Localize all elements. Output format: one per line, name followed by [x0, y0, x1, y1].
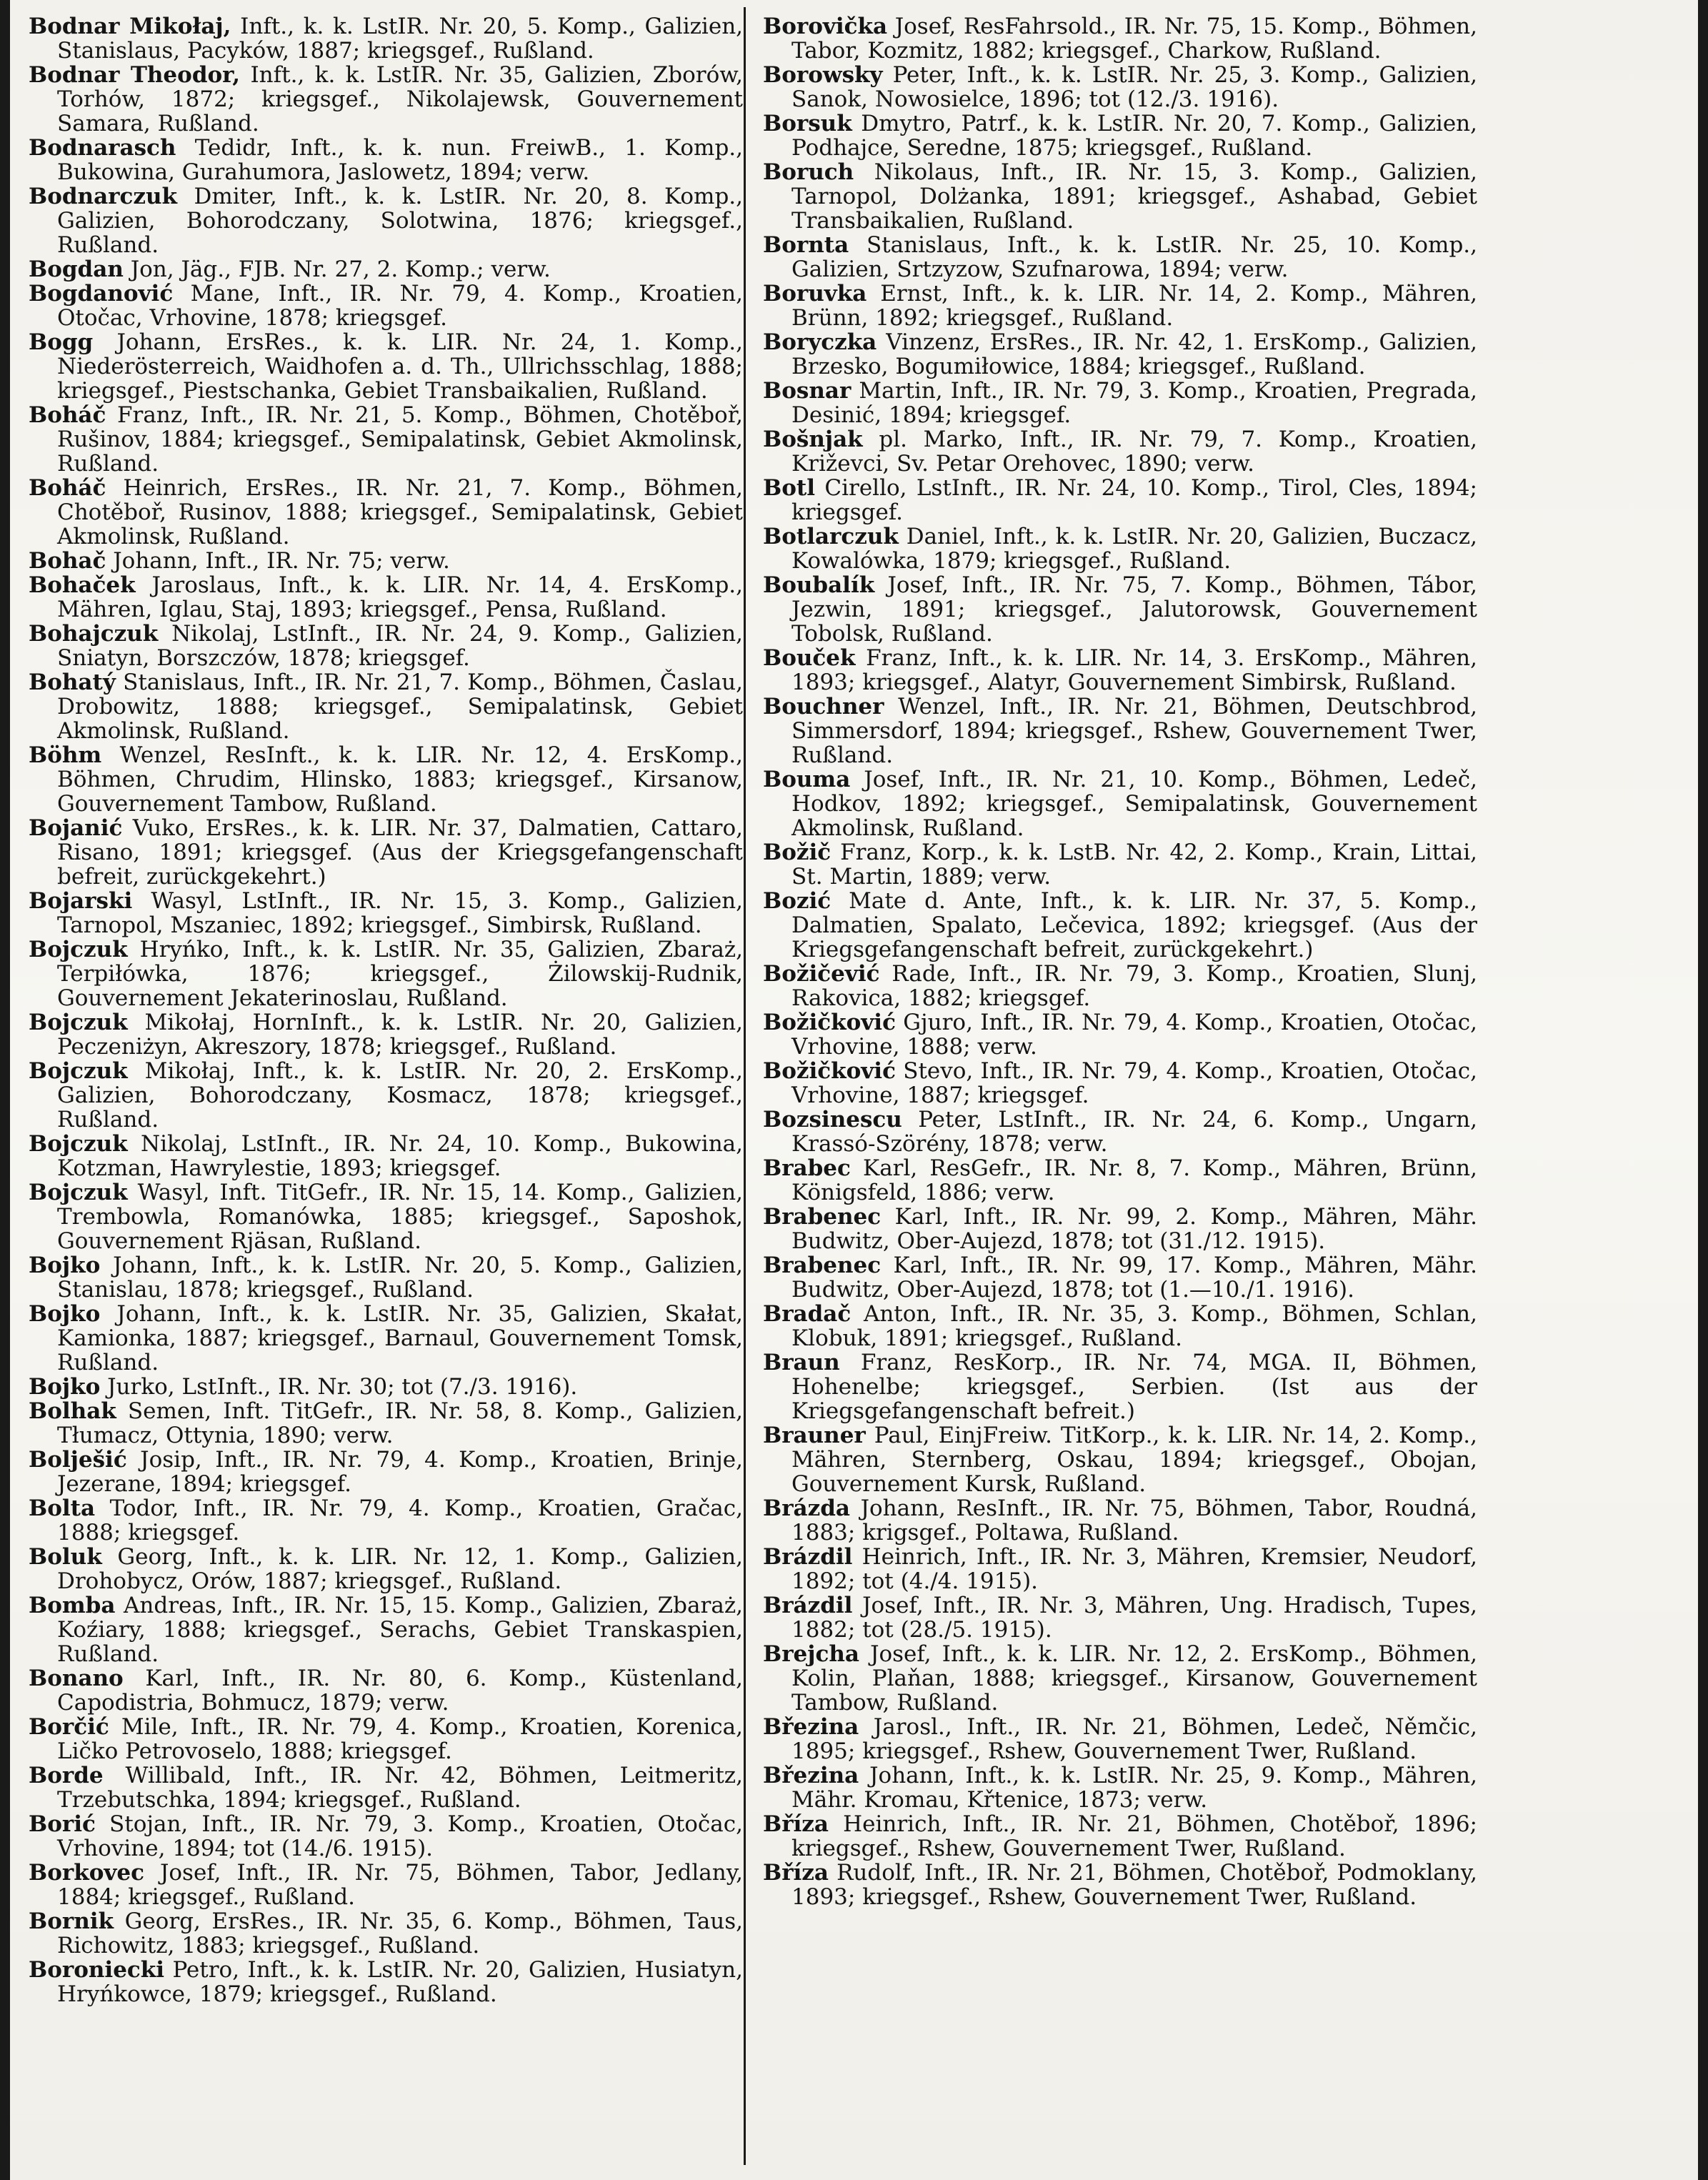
list-item: Bohatý Stanislaus, Inft., IR. Nr. 21, 7. Komp., Böhmen, Časlau, Drobowitz, 1888; kriegsgef., Semipalatinsk, Gebiet Akmolinsk, Rußland. [29, 670, 744, 744]
list-item: Brabenec Karl, Inft., IR. Nr. 99, 17. Komp., Mähren, Mähr. Budwitz, Ober-Aujezd, 1878; tot (1.—10./1. 1916). [763, 1253, 1477, 1303]
list-item: Březina Jarosl., Inft., IR. Nr. 21, Böhmen, Ledeč, Němčic, 1895; kriegsgef., Rshew, Gouvernement Twer, Rußland. [763, 1714, 1477, 1764]
list-item: Bojko Johann, Inft., k. k. LstIR. Nr. 35, Galizien, Skałat, Kamionka, 1887; kriegsgef., Barnaul, Gouvernement Tomsk, Rußland. [29, 1301, 743, 1375]
list-item: Bodnarasch Tedidr, Inft., k. k. nun. FreiwB., 1. Komp., Bukowina, Gurahumora, Jaslowetz, 1894; verw. [29, 135, 744, 185]
right-column [763, 14, 1477, 1909]
list-item: Boruch Nikolaus, Inft., IR. Nr. 15, 3. Komp., Galizien, Tarnopol, Dolżanka, 1891; kriegsgef., Ashabad, Gebiet Transbaikalien, Rußland. [763, 159, 1477, 234]
list-item: Brejcha Josef, Inft., k. k. LIR. Nr. 12, 2. ErsKomp., Böhmen, Kolin, Plaňan, 1888; kriegsgef., Kirsanow, Gouvernement Tambow, Rußland. [763, 1641, 1477, 1716]
list-item: Borowsky Peter, Inft., k. k. LstIR. Nr. 25, 3. Komp., Galizien, Sanok, Nowosielce, 1896; tot (12./3. 1916). [763, 62, 1477, 112]
list-item: Bogg Johann, ErsRes., k. k. LIR. Nr. 24, 1. Komp., Niederösterreich, Waidhofen a. d. Th., Ullrichsschlag, 1888; kriegsgef., Piestschanka, Gebiet Transbaikalien, Rußland. [29, 329, 744, 404]
list-item: Božičković Stevo, Inft., IR. Nr. 79, 4. Komp., Kroatien, Otočac, Vrhovine, 1887; kriegsgef. [763, 1058, 1477, 1108]
list-item: Bojczuk Nikolaj, LstInft., IR. Nr. 24, 10. Komp., Bukowina, Kotzman, Hawrylestie, 1893; kriegsgef. [29, 1131, 743, 1181]
list-item: Braun Franz, ResKorp., IR. Nr. 74, MGA. II, Böhmen, Hohenelbe; kriegsgef., Serbien. (Ist aus der Kriegsgefangenschaft befreit.) [763, 1350, 1478, 1424]
list-item: Bříza Heinrich, Inft., IR. Nr. 21, Böhmen, Chotěboř, 1896; kriegsgef., Rshew, Gouvernement Twer, Rußland. [763, 1811, 1477, 1861]
list-item: Boryczka Vinzenz, ErsRes., IR. Nr. 42, 1. ErsKomp., Galizien, Brzesko, Bogumiłowice, 1884; kriegsgef., Rußland. [763, 329, 1478, 379]
list-item: Bogdanović Mane, Inft., IR. Nr. 79, 4. Komp., Kroatien, Otočac, Vrhovine, 1878; kriegsgef. [29, 281, 743, 331]
list-item: Božičković Gjuro, Inft., IR. Nr. 79, 4. Komp., Kroatien, Otočac, Vrhovine, 1888; verw. [763, 1010, 1478, 1060]
list-item: Bojczuk Mikołaj, HornInft., k. k. LstIR. Nr. 20, Galizien, Peczeniżyn, Akreszory, 1878; kriegsgef., Rußland. [29, 1010, 743, 1060]
list-item: Bohač Johann, Inft., IR. Nr. 75; verw. [29, 548, 450, 574]
list-item: Brauner Paul, EinjFreiw. TitKorp., k. k. LIR. Nr. 14, 2. Komp., Mähren, Sternberg, Oskau, 1894; kriegsgef., Obojan, Gouvernement Kursk, Rußland. [763, 1423, 1477, 1497]
list-item: Božičević Rade, Inft., IR. Nr. 79, 3. Komp., Kroatien, Slunj, Rakovica, 1882; kriegsgef. [763, 961, 1477, 1011]
list-item: Brázda Johann, ResInft., IR. Nr. 75, Böhmen, Tabor, Roudná, 1883; krigsgef., Poltawa, Rußland. [763, 1495, 1477, 1546]
list-item: Boháč Heinrich, ErsRes., IR. Nr. 21, 7. Komp., Böhmen, Chotěboř, Rusinov, 1888; kriegsgef., Semipalatinsk, Gebiet Akmolinsk, Rußland. [29, 475, 744, 549]
list-item: Boubalík Josef, Inft., IR. Nr. 75, 7. Komp., Böhmen, Tábor, Jezwin, 1891; kriegsgef., Jalutorowsk, Gouvernement Tobolsk, Rußland. [763, 572, 1477, 647]
list-item: Bodnarczuk Dmiter, Inft., k. k. LstIR. Nr. 20, 8. Komp., Galizien, Bohorodczany, Solotwina, 1876; kriegsgef., Rußland. [29, 184, 743, 258]
list-item: Bornik Georg, ErsRes., IR. Nr. 35, 6. Komp., Böhmen, Taus, Richowitz, 1883; kriegsgef., Rußland. [29, 1908, 743, 1958]
list-item: Borovička Josef, ResFahrsold., IR. Nr. 75, 15. Komp., Böhmen, Tabor, Kozmitz, 1882; kriegsgef., Charkow, Rußland. [763, 14, 1477, 64]
list-item: Botlarczuk Daniel, Inft., k. k. LstIR. Nr. 20, Galizien, Buczacz, Kowalówka, 1879; kriegsgef., Rußland. [763, 524, 1477, 574]
list-item: Bozsinescu Peter, LstInft., IR. Nr. 24, 6. Komp., Ungarn, Krassó-Szörény, 1878; verw. [763, 1107, 1478, 1157]
list-item: Bohaček Jaroslaus, Inft., k. k. LIR. Nr. 14, 4. ErsKomp., Mähren, Iglau, Staj, 1893; kriegsgef., Pensa, Rußland. [29, 572, 743, 622]
list-item: Brázdil Heinrich, Inft., IR. Nr. 3, Mähren, Kremsier, Neudorf, 1892; tot (4./4. 1915). [763, 1544, 1477, 1594]
list-item: Bojko Johann, Inft., k. k. LstIR. Nr. 20, 5. Komp., Galizien, Stanislau, 1878; kriegsgef., Rußland. [29, 1253, 743, 1303]
list-item: Bomba Andreas, Inft., IR. Nr. 15, 15. Komp., Galizien, Zbaraż, Koźiary, 1888; kriegsgef., Serachs, Gebiet Transkaspien, Rußland. [29, 1593, 743, 1667]
list-item: Borić Stojan, Inft., IR. Nr. 79, 3. Komp., Kroatien, Otočac, Vrhovine, 1894; tot (14./6. 1915). [29, 1811, 743, 1861]
list-item: Bodnar Mikołaj, Inft., k. k. LstIR. Nr. 20, 5. Komp., Galizien, Stanislaus, Pacyków, 1887; kriegsgef., Rußland. [29, 14, 744, 64]
list-item: Böhm Wenzel, ResInft., k. k. LIR. Nr. 12, 4. ErsKomp., Böhmen, Chrudim, Hlinsko, 1883; kriegsgef., Kirsanow, Gouvernement Tambow, Rußland. [29, 742, 743, 817]
list-item: Bouchner Wenzel, Inft., IR. Nr. 21, Böhmen, Deutschbrod, Simmersdorf, 1894; kriegsgef., Rshew, Gouvernement Twer, Rußland. [763, 694, 1477, 768]
list-item: Bogdan Jon, Jäg., FJB. Nr. 27, 2. Komp.; verw. [29, 257, 551, 282]
list-item: Brabec Karl, ResGefr., IR. Nr. 8, 7. Komp., Mähren, Brünn, Königsfeld, 1886; verw. [763, 1155, 1477, 1205]
list-item: Boroniecki Petro, Inft., k. k. LstIR. Nr. 20, Galizien, Husiatyn, Hryńkowce, 1879; kriegsgef., Rußland. [29, 1957, 744, 2007]
list-item: Bojczuk Mikołaj, Inft., k. k. LstIR. Nr. 20, 2. ErsKomp., Galizien, Bohorodczany, Kosmacz, 1878; kriegsgef., Rußland. [29, 1058, 743, 1133]
list-item: Borkovec Josef, Inft., IR. Nr. 75, Böhmen, Tabor, Jedlany, 1884; kriegsgef., Rußland. [29, 1860, 743, 1910]
list-item: Bojanić Vuko, ErsRes., k. k. LIR. Nr. 37, Dalmatien, Cattaro, Risano, 1891; kriegsgef. (Aus der Kriegsgefangenschaft befreit, zurückgekehrt.) [29, 815, 744, 890]
list-item: Bozić Mate d. Ante, Inft., k. k. LIR. Nr. 37, 5. Komp., Dalmatien, Spalato, Lečevica, 1892; kriegsgef. (Aus der Kriegsgefangenschaft befreit, zurückgekehrt.) [763, 888, 1477, 962]
list-item: Bolhak Semen, Inft. TitGefr., IR. Nr. 58, 8. Komp., Galizien, Tłumacz, Ottynia, 1890; verw. [29, 1398, 744, 1448]
list-item: Bolješić Josip, Inft., IR. Nr. 79, 4. Komp., Kroatien, Brinje, Jezerane, 1894; kriegsgef. [29, 1447, 743, 1497]
list-item: Bříza Rudolf, Inft., IR. Nr. 21, Böhmen, Chotěboř, Podmoklany, 1893; kriegsgef., Rshew, Gouvernement Twer, Rußland. [763, 1860, 1477, 1910]
list-item: Brabenec Karl, Inft., IR. Nr. 99, 2. Komp., Mähren, Mähr. Budwitz, Ober-Aujezd, 1878; tot (31./12. 1915). [763, 1204, 1477, 1254]
list-item: Boluk Georg, Inft., k. k. LIR. Nr. 12, 1. Komp., Galizien, Drohobycz, Orów, 1887; kriegsgef., Rußland. [29, 1544, 743, 1594]
list-item: Bornta Stanislaus, Inft., k. k. LstIR. Nr. 25, 10. Komp., Galizien, Srtzyzow, Szufnarowa, 1894; verw. [763, 232, 1477, 282]
left-column [29, 14, 743, 2006]
list-item: Botl Cirello, LstInft., IR. Nr. 24, 10. Komp., Tirol, Cles, 1894; kriegsgef. [763, 475, 1477, 525]
list-item: Bošnjak pl. Marko, Inft., IR. Nr. 79, 7. Komp., Kroatien, Križevci, Sv. Petar Orehovec, 1890; verw. [763, 427, 1478, 477]
list-item: Bojczuk Wasyl, Inft. TitGefr., IR. Nr. 15, 14. Komp., Galizien, Trembowla, Romanówka, 1885; kriegsgef., Saposhok, Gouvernement Rjäsan, Rußland. [29, 1180, 743, 1254]
list-item: Borsuk Dmytro, Patrf., k. k. LstIR. Nr. 20, 7. Komp., Galizien, Podhajce, Seredne, 1875; kriegsgef., Rußland. [763, 111, 1477, 161]
list-item: Bohajczuk Nikolaj, LstInft., IR. Nr. 24, 9. Komp., Galizien, Sniatyn, Borszczów, 1878; kriegsgef. [29, 621, 743, 671]
list-item: Boruvka Ernst, Inft., k. k. LIR. Nr. 14, 2. Komp., Mähren, Brünn, 1892; kriegsgef., Rußland. [763, 281, 1477, 331]
list-item: Borde Willibald, Inft., IR. Nr. 42, Böhmen, Leitmeritz, Trzebutschka, 1894; kriegsgef., Rußland. [29, 1763, 743, 1813]
list-item: Boháč Franz, Inft., IR. Nr. 21, 5. Komp., Böhmen, Chotěboř, Rušinov, 1884; kriegsgef., Semipalatinsk, Gebiet Akmolinsk, Rußland. [29, 402, 743, 477]
list-item: Bradač Anton, Inft., IR. Nr. 35, 3. Komp., Böhmen, Schlan, Klobuk, 1891; kriegsgef., Rußland. [763, 1301, 1477, 1351]
list-item: Borčić Mile, Inft., IR. Nr. 79, 4. Komp., Kroatien, Korenica, Ličko Petrovoselo, 1888; kriegsgef. [29, 1714, 744, 1764]
list-item: Bouma Josef, Inft., IR. Nr. 21, 10. Komp., Böhmen, Ledeč, Hodkov, 1892; kriegsgef., Semipalatinsk, Gouvernement Akmolinsk, Rußland. [763, 767, 1477, 841]
scan-edge-right [1698, 0, 1708, 2180]
list-item: Božič Franz, Korp., k. k. LstB. Nr. 42, 2. Komp., Krain, Littai, St. Martin, 1889; verw. [763, 840, 1477, 890]
list-item: Bolta Todor, Inft., IR. Nr. 79, 4. Komp., Kroatien, Gračac, 1888; kriegsgef. [29, 1495, 744, 1546]
list-item: Bouček Franz, Inft., k. k. LIR. Nr. 14, 3. ErsKomp., Mähren, 1893; kriegsgef., Alatyr, Gouvernement Simbirsk, Rußland. [763, 645, 1477, 695]
scan-edge-left [0, 0, 10, 2180]
column-divider [744, 7, 746, 2165]
list-item: Bojko Jurko, LstInft., IR. Nr. 30; tot (7./3. 1916). [29, 1374, 578, 1400]
list-item: Bonano Karl, Inft., IR. Nr. 80, 6. Komp., Küstenland, Capodistria, Bohmucz, 1879; verw. [29, 1666, 743, 1716]
list-item: Brázdil Josef, Inft., IR. Nr. 3, Mähren, Ung. Hradisch, Tupes, 1882; tot (28./5. 1915). [763, 1593, 1477, 1643]
list-item: Bojczuk Hryńko, Inft., k. k. LstIR. Nr. 35, Galizien, Zbaraż, Terpiłówka, 1876; kriegsgef., Żilowskij-Rudnik, Gouvernement Jekaterinoslau, Rußland. [29, 937, 743, 1011]
list-item: Bojarski Wasyl, LstInft., IR. Nr. 15, 3. Komp., Galizien, Tarnopol, Mszaniec, 1892; kriegsgef., Simbirsk, Rußland. [29, 888, 743, 938]
list-item: Bosnar Martin, Inft., IR. Nr. 79, 3. Komp., Kroatien, Pregrada, Desinić, 1894; kriegsgef. [763, 378, 1477, 428]
list-item: Bodnar Theodor, Inft., k. k. LstIR. Nr. 35, Galizien, Zborów, Torhów, 1872; kriegsgef., Nikolajewsk, Gouvernement Samara, Rußland. [29, 62, 743, 136]
list-item: Březina Johann, Inft., k. k. LstIR. Nr. 25, 9. Komp., Mähren, Mähr. Kromau, Křtenice, 1873; verw. [763, 1763, 1477, 1813]
